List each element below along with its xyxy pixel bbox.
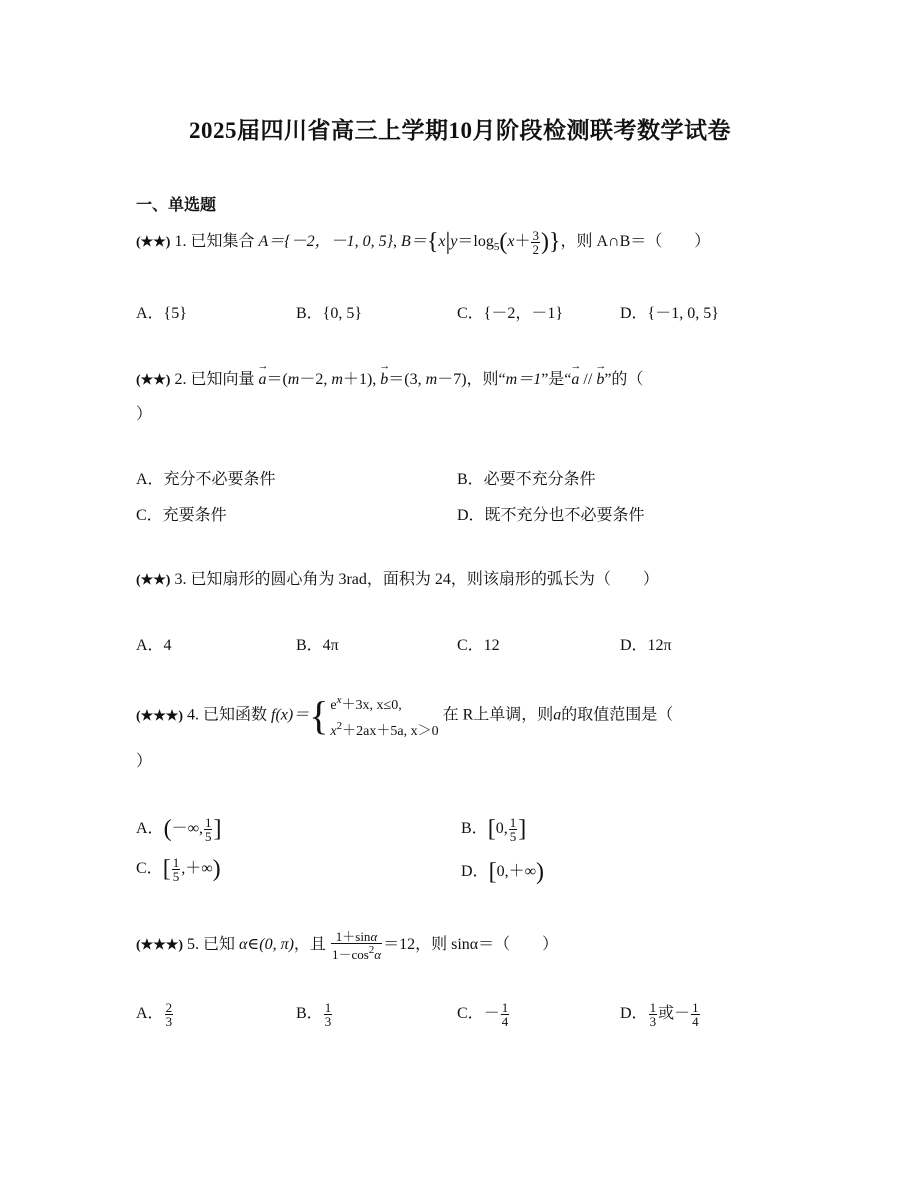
- question-4: (★★★) 4. 已知函数 f(x)＝{ $e^x+3x$, x≤0, $x^2+2ax+5a$, x＞0 在 R上单调，则a的取值范围是（: [136, 693, 674, 739]
- function-name: f(x)＝: [271, 706, 310, 724]
- option-a[interactable]: A．充分不必要条件: [136, 471, 276, 488]
- option-c[interactable]: C．－ $\frac{1}{4}$: [457, 999, 509, 1029]
- set-a: A＝{－2，－1, 0, 5}: [258, 233, 394, 250]
- option-c[interactable]: C．{－2，－1}: [457, 305, 564, 322]
- option-c[interactable]: C．[ $\frac{1}{5}$ ,＋∞): [136, 854, 221, 884]
- option-b[interactable]: B．4π: [296, 637, 339, 654]
- question-tail: 在 R上单调，则: [442, 706, 554, 724]
- question-text: 5. 已知: [186, 936, 235, 954]
- text-fragment: ＝12，则 sinα＝（ ）: [383, 936, 559, 954]
- text-fragment: ”是“: [541, 371, 572, 388]
- piece-1: 3x, x≤0,: [355, 698, 402, 713]
- option-a[interactable]: A．(－∞, $\frac{1}{5}$ ]: [136, 814, 222, 844]
- condition: α∈(0, π): [239, 936, 294, 954]
- question-3: [136, 566, 659, 589]
- option-b[interactable]: B． $\frac{1}{3}$: [296, 999, 332, 1029]
- option-a[interactable]: A． $\frac{2}{3}$: [136, 999, 173, 1029]
- option-a[interactable]: A．{5}: [136, 305, 187, 322]
- option-b[interactable]: B．{0, 5}: [296, 305, 363, 322]
- question-1: (★★) 1. 已知集合 A＝{－2，－1, 0, 5}, $B=\{x|y=\log_5(x+$ $\frac{3}{2}$ )}，则 A∩B＝（ ）: [136, 227, 711, 257]
- document-title: 2025届四川省高三上学期10月阶段检测联考数学试卷: [189, 118, 731, 143]
- difficulty-stars: (★★★): [136, 708, 183, 724]
- difficulty-stars: (★★): [136, 373, 171, 388]
- text-fragment: ”的（: [604, 371, 644, 388]
- question-text: 1. 已知集合: [174, 233, 255, 250]
- difficulty-stars: (★★): [136, 235, 171, 250]
- option-c[interactable]: C．12: [457, 637, 500, 654]
- difficulty-stars: (★★★): [136, 938, 183, 954]
- question-text: 3. 已知扇形的圆心角为 3rad，面积为 24，则该扇形的弧长为（ ）: [174, 571, 659, 588]
- question-text: 4. 已知函数: [186, 706, 267, 724]
- option-d[interactable]: D． $\frac{1}{3}$ 或－ $\frac{1}{4}$: [620, 999, 699, 1029]
- option-d[interactable]: D．[0,＋∞): [461, 858, 544, 885]
- question-4-line2: ）: [136, 753, 153, 770]
- question-2-line2: ）: [136, 406, 153, 423]
- question-tail: ，则 A∩B＝（ ）: [560, 233, 711, 250]
- set-b-label: B＝: [401, 233, 427, 250]
- question-5: (★★★) 5. 已知 α∈(0, π)，且 $\frac{1+\sin\alpha}{1-\cos^2\alpha}$ ＝12，则 sinα＝（ ）: [136, 929, 559, 962]
- option-c[interactable]: C．充要条件: [136, 507, 227, 524]
- option-b[interactable]: B．必要不充分条件: [457, 471, 596, 488]
- condition: m＝1: [505, 371, 542, 388]
- option-d[interactable]: D．{－1, 0, 5}: [620, 305, 719, 322]
- question-2: (★★) 2. 已知向量 → a＝(m－2, m＋1), → b＝(3, m－7)，则“m＝1”是“→ a // → b”的（: [136, 366, 643, 389]
- question-tail-2: 的取值范围是（: [561, 706, 674, 724]
- text-fragment: ，且: [293, 936, 326, 954]
- option-b[interactable]: B．[0, $\frac{1}{5}$ ]: [461, 814, 527, 844]
- section-heading: 一、单选题: [136, 197, 217, 214]
- text-fragment: ，则“: [466, 371, 506, 388]
- option-a[interactable]: A．4: [136, 637, 172, 654]
- question-text: 2. 已知向量: [174, 371, 255, 388]
- difficulty-stars: (★★): [136, 573, 171, 588]
- option-d[interactable]: D．既不充分也不必要条件: [457, 507, 645, 524]
- option-d[interactable]: D．12π: [620, 637, 672, 654]
- piece-2: ＋2ax＋5a, x＞0: [342, 724, 439, 739]
